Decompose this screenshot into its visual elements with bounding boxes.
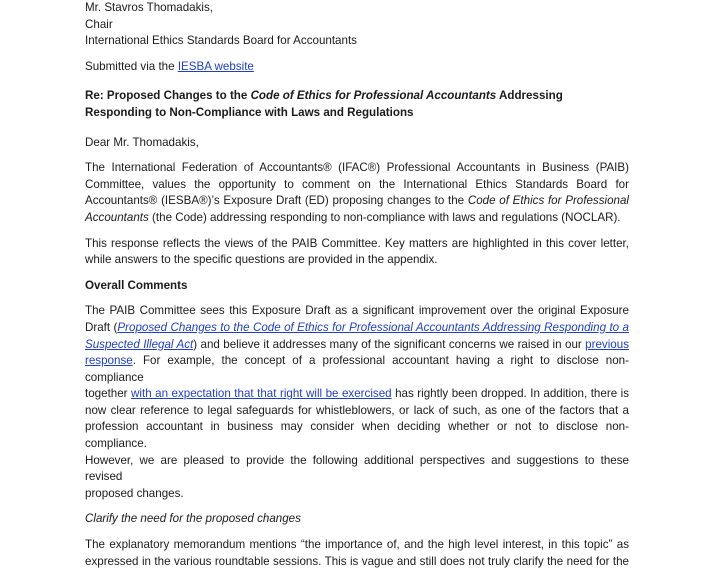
para-overall-text: ) and believe it addresses many of the significant concerns we raised in our: [193, 337, 586, 351]
para-views-line: This response reflects the views of the PAIB Committee. Key matters are highlighted in this cover letter,: [85, 236, 629, 250]
para-intro-line: [85, 193, 629, 210]
submitted-line: [85, 59, 629, 76]
subject-title: Code of Ethics for Professional Accountants: [250, 89, 497, 103]
subject-line-1: [85, 88, 629, 105]
original-ed-link-cont[interactable]: Suspected Illegal Act: [85, 337, 194, 351]
para-overall-line: [85, 337, 629, 354]
expectation-phrase-link[interactable]: with an expectation that that right will be exercised: [131, 387, 392, 401]
previous-response-link-cont[interactable]: response: [85, 354, 133, 368]
para-overall-line: proposed changes.: [85, 486, 184, 500]
para-overall-line: now clear reference to legal safeguards for whistleblowers, or lack of such, as one of the factors that a: [85, 403, 629, 417]
para-views-line: while answers to the specific questions are provided in the appendix.: [85, 253, 438, 267]
para-overall-line: However, we are pleased to provide the following additional perspectives and suggestions to these revised: [85, 453, 629, 484]
submitted-prefix: Submitted via the: [85, 59, 178, 73]
para-views: [85, 236, 629, 269]
heading-clarify-need: Clarify the need for the proposed changes: [85, 512, 301, 526]
heading-overall-comments: Overall Comments: [85, 278, 188, 292]
para-overall-text: . For example, the concept of a professional accountant having a right to disclose non-compliance: [85, 354, 629, 384]
recipient-role: Chair: [85, 17, 113, 31]
para-overall-line: The PAIB Committee sees this Exposure Draft as a significant improvement over the original Exposure: [85, 304, 629, 318]
para-overall-line: profession accountant in business may consider when deciding whether or not to disclose non-compliance.: [85, 420, 629, 451]
para-intro-line: The International Federation of Accountants® (IFAC®) Professional Accountants in Business (PAIB): [85, 161, 629, 175]
para-overall-line: [85, 320, 629, 337]
para-overall-line: [85, 386, 629, 403]
recipient-org: International Ethics Standards Board for Accountants: [85, 34, 357, 48]
code-title: Code of Ethics for Professional: [467, 194, 630, 208]
original-ed-link[interactable]: Proposed Changes to the Code of Ethics for Professional Accountants Addressing Responding to a: [117, 320, 629, 334]
code-title-cont: Accountants: [85, 210, 149, 224]
para-overall: [85, 303, 629, 502]
para-explanatory-line: The explanatory memorandum mentions “the importance of, and the high level interest, in this topic” as: [85, 538, 629, 552]
para-overall-text: together: [85, 387, 132, 401]
para-intro-text: (the Code) addressing responding to non-compliance with laws and regulations (NOCLAR).: [148, 210, 621, 224]
iesba-website-link[interactable]: IESBA website: [177, 59, 254, 73]
para-intro-line: Committee, values the opportunity to comment on the International Ethics Standards Board for: [85, 177, 629, 191]
para-explanatory: [85, 537, 629, 570]
para-overall-line: [85, 353, 629, 386]
para-intro-line: [85, 210, 629, 227]
para-intro: [85, 160, 629, 226]
para-explanatory-line: expressed in the various roundtable sessions. This is vague and still does not truly clarify the need for the: [85, 554, 629, 568]
para-intro-text: Accountants® (IESBA®)’s Exposure Draft (ED) proposing changes to the: [85, 194, 468, 208]
recipient-name: Mr. Stavros Thomadakis,: [85, 1, 214, 14]
salutation: Dear Mr. Thomadakis,: [85, 135, 199, 149]
subject-post: Addressing: [496, 89, 563, 103]
subject-line-2: Responding to Non-Compliance with Laws and Regulations: [85, 105, 414, 119]
para-overall-text: has rightly been dropped. In addition, there is: [391, 387, 629, 401]
previous-response-link[interactable]: previous: [585, 337, 629, 351]
subject-pre: Re: Proposed Changes to the: [85, 89, 251, 103]
para-overall-text: Draft (: [85, 320, 118, 334]
